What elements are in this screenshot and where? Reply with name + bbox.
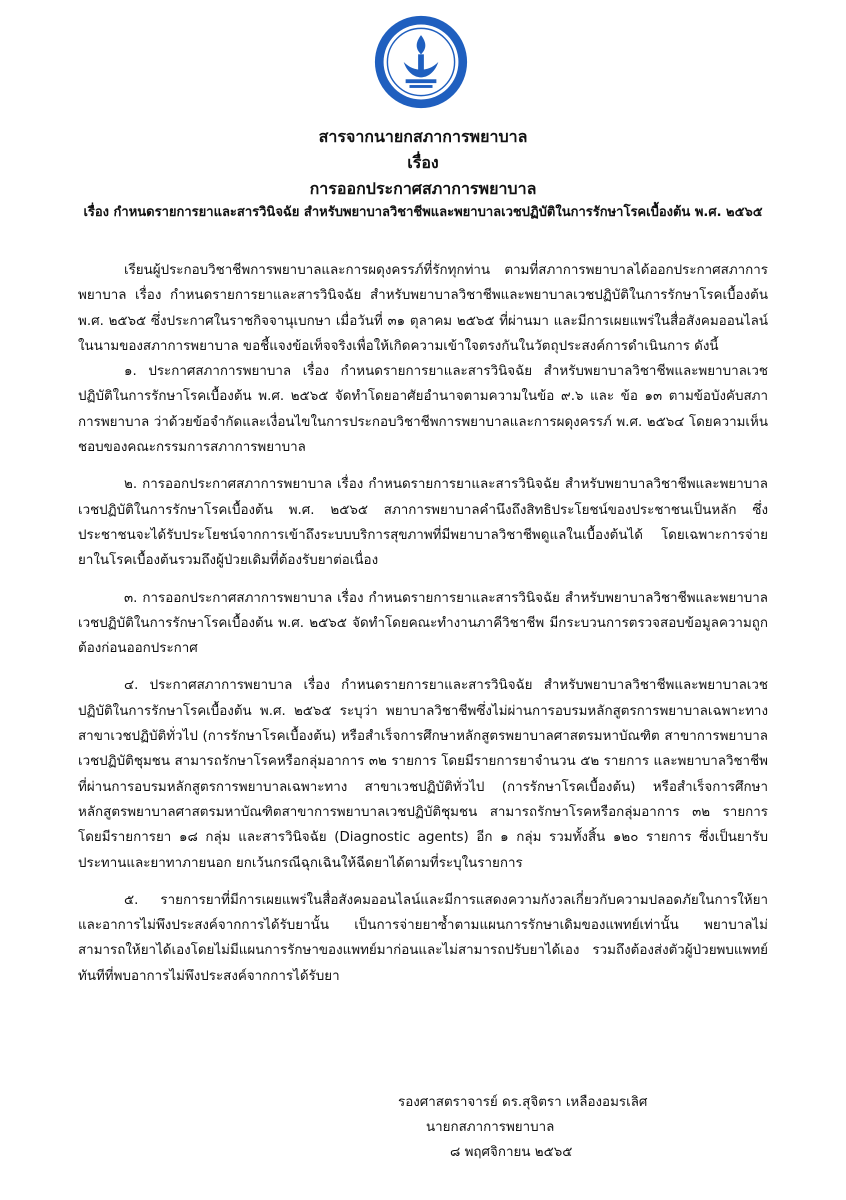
signature-block	[398, 1090, 647, 1165]
page-title: สารจากนายกสภาการพยาบาล	[318, 127, 528, 146]
item-paragraph-2: ๒. การออกประกาศสภาการพยาบาล เรื่อง กำหนดรายการยาและสารวินิจฉัย สำหรับพยาบาลวิชาชีพและพยาบาลเวชปฏิบัติในการรักษาโรคเบื้องต้น พ.ศ. ๒๕๖๕ สภาการพยาบาลคำนึงถึงสิทธิประโยชน์ของประชาชนเป็นหลัก ซึ่งประชาชนจะได้รับประโยชน์จากการเข้าถึงระบบบริการสุขภาพที่มีพยาบาลวิชาชีพดูแลในเบื้องต้นได้ โดยเฉพาะการจ่ายยาในโรคเบื้องต้นรวมถึงผู้ป่วยเดิมที่ต้องรับยาต่อเนื่อง	[78, 477, 768, 569]
signatory-name: รองศาสตราจารย์ ดร.สุจิตรา เหลืองอมรเลิศ	[398, 1095, 648, 1110]
item-paragraph-4: ๔. ประกาศสภาการพยาบาล เรื่อง กำหนดรายการยาและสารวินิจฉัย สำหรับพยาบาลวิชาชีพและพยาบาลเวชปฏิบัติในการรักษาโรคเบื้องต้น พ.ศ. ๒๕๖๕ ระบุว่า พยาบาลวิชาชีพซึ่งไม่ผ่านการอบรมหลักสูตรการพยาบาลเฉพาะทาง สาขาเวชปฏิบัติทั่วไป (การรักษาโรคเบื้องต้น) หรือสำเร็จการศึกษาหลักสูตรพยาบาลศาสตรมหาบัณฑิต สาขาการพยาบาลเวชปฏิบัติชุมชน สามารถรักษาโรคหรือกลุ่มอาการ ๓๒ รายการ โดยมีรายการยาจำนวน ๕๒ รายการ และพยาบาลวิชาชีพที่ผ่านการอบรมหลักสูตรการพยาบาลเฉพาะทาง สาขาเวชปฏิบัติทั่วไป (การรักษาโรคเบื้องต้น) หรือสำเร็จการศึกษาหลักสูตรพยาบาลศาสตรมหาบัณฑิตสาขาการพยาบาลเวชปฏิบัติชุมชน สามารถรักษาโรคหรือกลุ่มอาการ ๓๒ รายการ โดยมีรายการยา ๑๘ กลุ่ม และสารวินิจฉัย (Diagnostic agents) อีก ๑ กลุ่ม รวมทั้งสิ้น ๑๒๐ รายการ ซึ่งเป็นยารับประทานและยาทาภายนอก ยกเว้นกรณีฉุกเฉินให้ฉีดยาได้ตามที่ระบุในรายการ	[78, 678, 768, 871]
subject-label: เรื่อง	[407, 153, 439, 172]
letter-body	[78, 258, 768, 1001]
intro-paragraph: เรียนผู้ประกอบวิชาชีพการพยาบาลและการผดุงครรภ์ที่รักทุกท่าน ตามที่สภาการพยาบาลได้ออกประกาศสภาการพยาบาล เรื่อง กำหนดรายการยาและสารวินิจฉัย สำหรับพยาบาลวิชาชีพและพยาบาลเวชปฏิบัติในการรักษาโรคเบื้องต้น พ.ศ. ๒๕๖๕ ซึ่งประกาศในราชกิจจานุเบกษา เมื่อวันที่ ๓๑ ตุลาคม ๒๕๖๕ ที่ผ่านมา และมีการเผยแพร่ในสื่อสังคมออนไลน์ ในนามของสภาการพยาบาล ขอชี้แจงข้อเท็จจริงเพื่อให้เกิดความเข้าใจตรงกันในวัตถุประสงค์การดำเนินการ ดังนี้	[78, 263, 768, 354]
item-paragraph-5: ๕. รายการยาที่มีการเผยแพร่ในสื่อสังคมออนไลน์และมีการแสดงความกังวลเกี่ยวกับความปลอดภัยในการให้ยาและอาการไม่พึงประสงค์จากการได้รับยานั้น เป็นการจ่ายยาซ้ำตามแผนการรักษาเดิมของแพทย์เท่านั้น พยาบาลไม่สามารถให้ยาได้เองโดยไม่มีแผนการรักษาของแพทย์มาก่อนและไม่สามารถปรับยาได้เอง รวมถึงต้องส่งตัวผู้ป่วยพบแพทย์ทันทีที่พบอาการไม่พึงประสงค์จากการได้รับยา	[78, 892, 768, 984]
subject-heading: การออกประกาศสภาการพยาบาล	[309, 179, 537, 198]
signature-date: ๘ พฤศจิกายน ๒๕๖๕	[450, 1145, 573, 1160]
item-paragraph-3: ๓. การออกประกาศสภาการพยาบาล เรื่อง กำหนดรายการยาและสารวินิจฉัย สำหรับพยาบาลวิชาชีพและพยาบาลเวชปฏิบัติในการรักษาโรคเบื้องต้น พ.ศ. ๒๕๖๕ จัดทำโดยคณะทำงานภาคีวิชาชีพ มีกระบวนการตรวจสอบข้อมูลความถูกต้องก่อนออกประกาศ	[78, 590, 768, 657]
signatory-position: นายกสภาการพยาบาล	[426, 1120, 555, 1135]
heading-block	[40, 124, 806, 224]
item-paragraph-1: ๑. ประกาศสภาการพยาบาล เรื่อง กำหนดรายการยาและสารวินิจฉัย สำหรับพยาบาลวิชาชีพและพยาบาลเวชปฏิบัติในการรักษาโรคเบื้องต้น พ.ศ. ๒๕๖๕ จัดทำโดยอาศัยอำนาจตามความในข้อ ๙.๖ และ ข้อ ๑๓ ตามข้อบังคับสภาการพยาบาล ว่าด้วยข้อจำกัดและเงื่อนไขในการประกอบวิชาชีพการพยาบาลและการผดุงครรภ์ พ.ศ. ๒๕๖๔ โดยความเห็นชอบของคณะกรรมการสภาการพยาบาล	[78, 364, 768, 456]
subject-subtitle: เรื่อง กำหนดรายการยาและสารวินิจฉัย สำหรับพยาบาลวิชาชีพและพยาบาลเวชปฏิบัติในการรักษาโรคเบื้องต้น พ.ศ. ๒๕๖๕	[83, 205, 763, 220]
nursing-council-seal-icon	[373, 14, 469, 110]
